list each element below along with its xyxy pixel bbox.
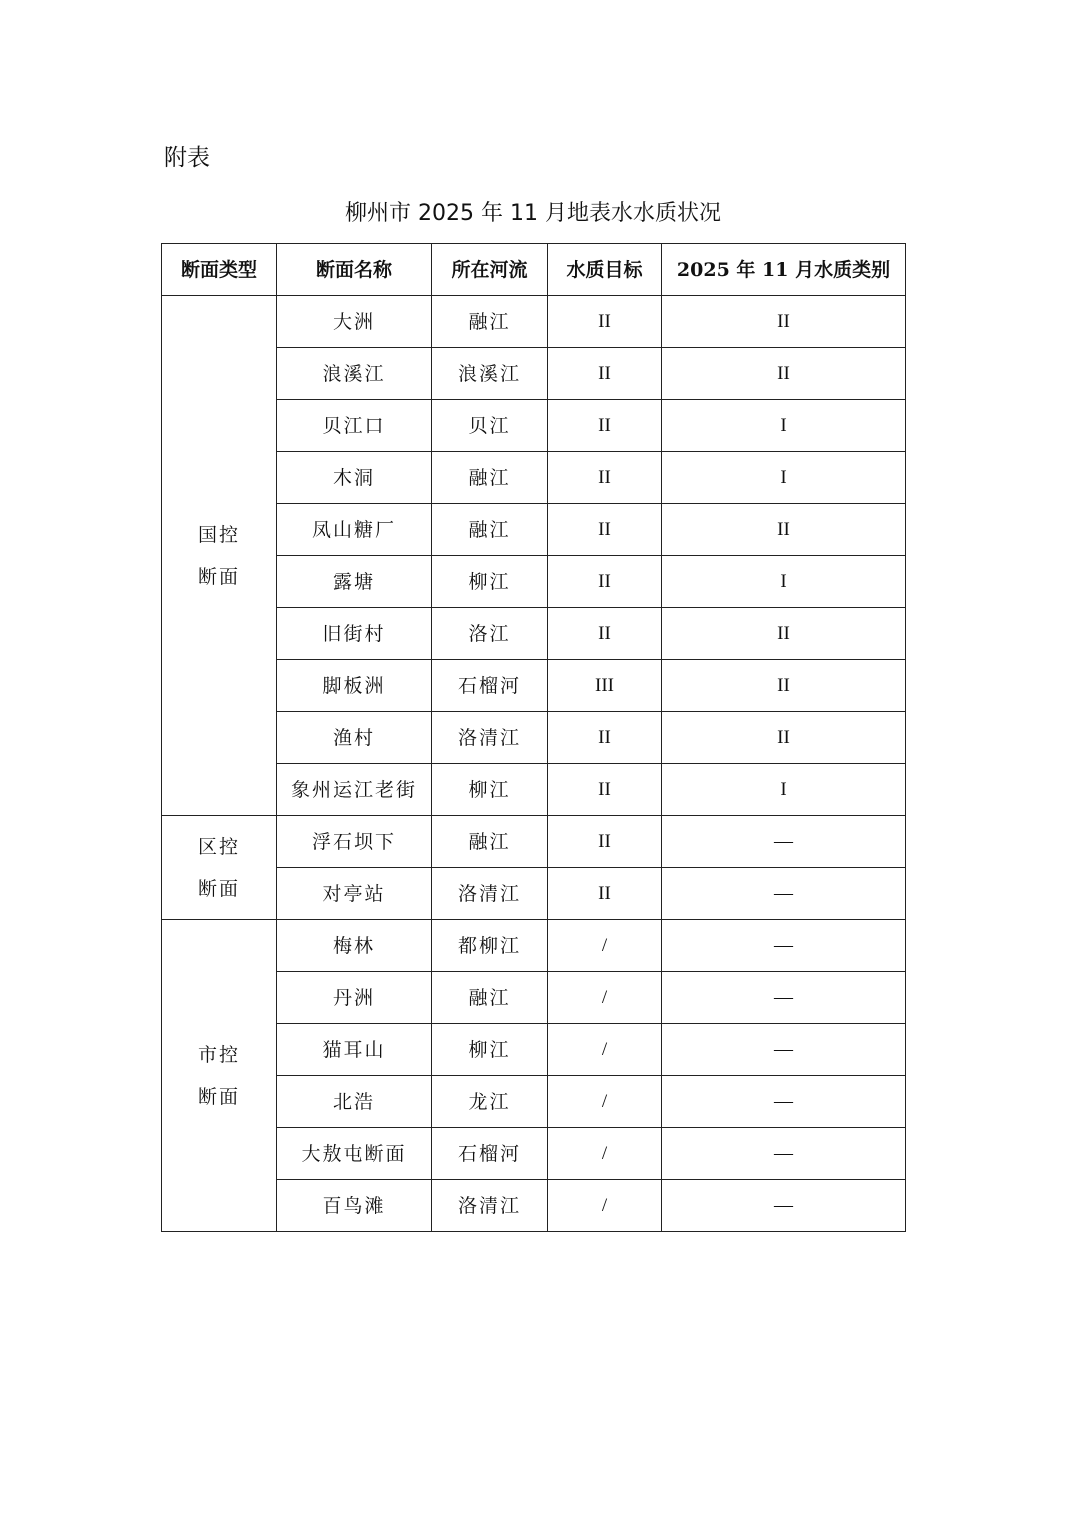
river-cell: 融江	[432, 296, 548, 348]
section-name-cell: 大敖屯断面	[277, 1128, 432, 1180]
quality-class-cell: —	[662, 1076, 906, 1128]
river-cell: 龙江	[432, 1076, 548, 1128]
col-header-river: 所在河流	[432, 244, 548, 296]
table-body	[162, 296, 906, 1232]
section-type-line2: 断面	[197, 565, 240, 588]
river-cell: 石榴河	[432, 1128, 548, 1180]
target-class-cell: III	[548, 660, 662, 712]
river-cell: 洛清江	[432, 712, 548, 764]
section-name-cell: 渔村	[277, 712, 432, 764]
river-cell: 柳江	[432, 1024, 548, 1076]
table-row	[162, 296, 906, 348]
col-header-class: 2025 年 11 月水质类别	[662, 244, 906, 296]
river-cell: 洛清江	[432, 1180, 548, 1232]
target-class-cell: /	[548, 920, 662, 972]
quality-class-cell: —	[662, 920, 906, 972]
section-type-line1: 区控	[197, 835, 240, 858]
section-name-cell: 贝江口	[277, 400, 432, 452]
quality-class-cell: II	[662, 348, 906, 400]
quality-class-cell: —	[662, 868, 906, 920]
target-class-cell: /	[548, 1128, 662, 1180]
appendix-label: 附表	[164, 145, 210, 171]
river-cell: 柳江	[432, 556, 548, 608]
river-cell: 融江	[432, 972, 548, 1024]
section-name-cell: 对亭站	[277, 868, 432, 920]
target-class-cell: /	[548, 1024, 662, 1076]
section-name-cell: 木洞	[277, 452, 432, 504]
section-name-cell: 浮石坝下	[277, 816, 432, 868]
target-class-cell: II	[548, 712, 662, 764]
quality-class-cell: —	[662, 816, 906, 868]
quality-class-cell: I	[662, 764, 906, 816]
col-header-target: 水质目标	[548, 244, 662, 296]
target-class-cell: II	[548, 348, 662, 400]
section-type-line1: 市控	[197, 1043, 240, 1066]
table-title: 柳州市 2025 年 11 月地表水水质状况	[345, 201, 721, 226]
river-cell: 石榴河	[432, 660, 548, 712]
target-class-cell: /	[548, 1180, 662, 1232]
col-header-name: 断面名称	[277, 244, 432, 296]
section-name-cell: 北浩	[277, 1076, 432, 1128]
section-name-cell: 浪溪江	[277, 348, 432, 400]
quality-class-cell: —	[662, 1180, 906, 1232]
section-name-cell: 象州运江老街	[277, 764, 432, 816]
section-name-cell: 大洲	[277, 296, 432, 348]
section-type-cell	[162, 920, 277, 1232]
quality-class-cell: —	[662, 972, 906, 1024]
target-class-cell: II	[548, 452, 662, 504]
river-cell: 柳江	[432, 764, 548, 816]
col-header-type: 断面类型	[162, 244, 277, 296]
section-type-cell	[162, 816, 277, 920]
target-class-cell: /	[548, 1076, 662, 1128]
section-type-line2: 断面	[197, 877, 240, 900]
river-cell: 融江	[432, 816, 548, 868]
quality-class-cell: —	[662, 1024, 906, 1076]
target-class-cell: II	[548, 296, 662, 348]
river-cell: 洛江	[432, 608, 548, 660]
target-class-cell: II	[548, 400, 662, 452]
target-class-cell: II	[548, 556, 662, 608]
river-cell: 洛清江	[432, 868, 548, 920]
table-row	[162, 920, 906, 972]
target-class-cell: II	[548, 816, 662, 868]
section-name-cell: 脚板洲	[277, 660, 432, 712]
quality-class-cell: II	[662, 296, 906, 348]
quality-class-cell: II	[662, 660, 906, 712]
quality-class-cell: II	[662, 608, 906, 660]
river-cell: 融江	[432, 504, 548, 556]
target-class-cell: II	[548, 764, 662, 816]
quality-class-cell: I	[662, 452, 906, 504]
header-row	[162, 244, 906, 296]
quality-class-cell: I	[662, 556, 906, 608]
table-row	[162, 816, 906, 868]
quality-class-cell: II	[662, 712, 906, 764]
target-class-cell: II	[548, 868, 662, 920]
target-class-cell: II	[548, 608, 662, 660]
river-cell: 融江	[432, 452, 548, 504]
river-cell: 贝江	[432, 400, 548, 452]
target-class-cell: /	[548, 972, 662, 1024]
section-name-cell: 凤山糖厂	[277, 504, 432, 556]
section-name-cell: 猫耳山	[277, 1024, 432, 1076]
quality-class-cell: II	[662, 504, 906, 556]
section-type-line2: 断面	[197, 1085, 240, 1108]
quality-class-cell: —	[662, 1128, 906, 1180]
water-quality-table	[161, 243, 906, 1232]
section-name-cell: 梅林	[277, 920, 432, 972]
section-type-line1: 国控	[197, 523, 240, 546]
river-cell: 浪溪江	[432, 348, 548, 400]
section-name-cell: 丹洲	[277, 972, 432, 1024]
river-cell: 都柳江	[432, 920, 548, 972]
target-class-cell: II	[548, 504, 662, 556]
section-name-cell: 旧街村	[277, 608, 432, 660]
section-name-cell: 露塘	[277, 556, 432, 608]
section-name-cell: 百鸟滩	[277, 1180, 432, 1232]
quality-class-cell: I	[662, 400, 906, 452]
section-type-cell	[162, 296, 277, 816]
